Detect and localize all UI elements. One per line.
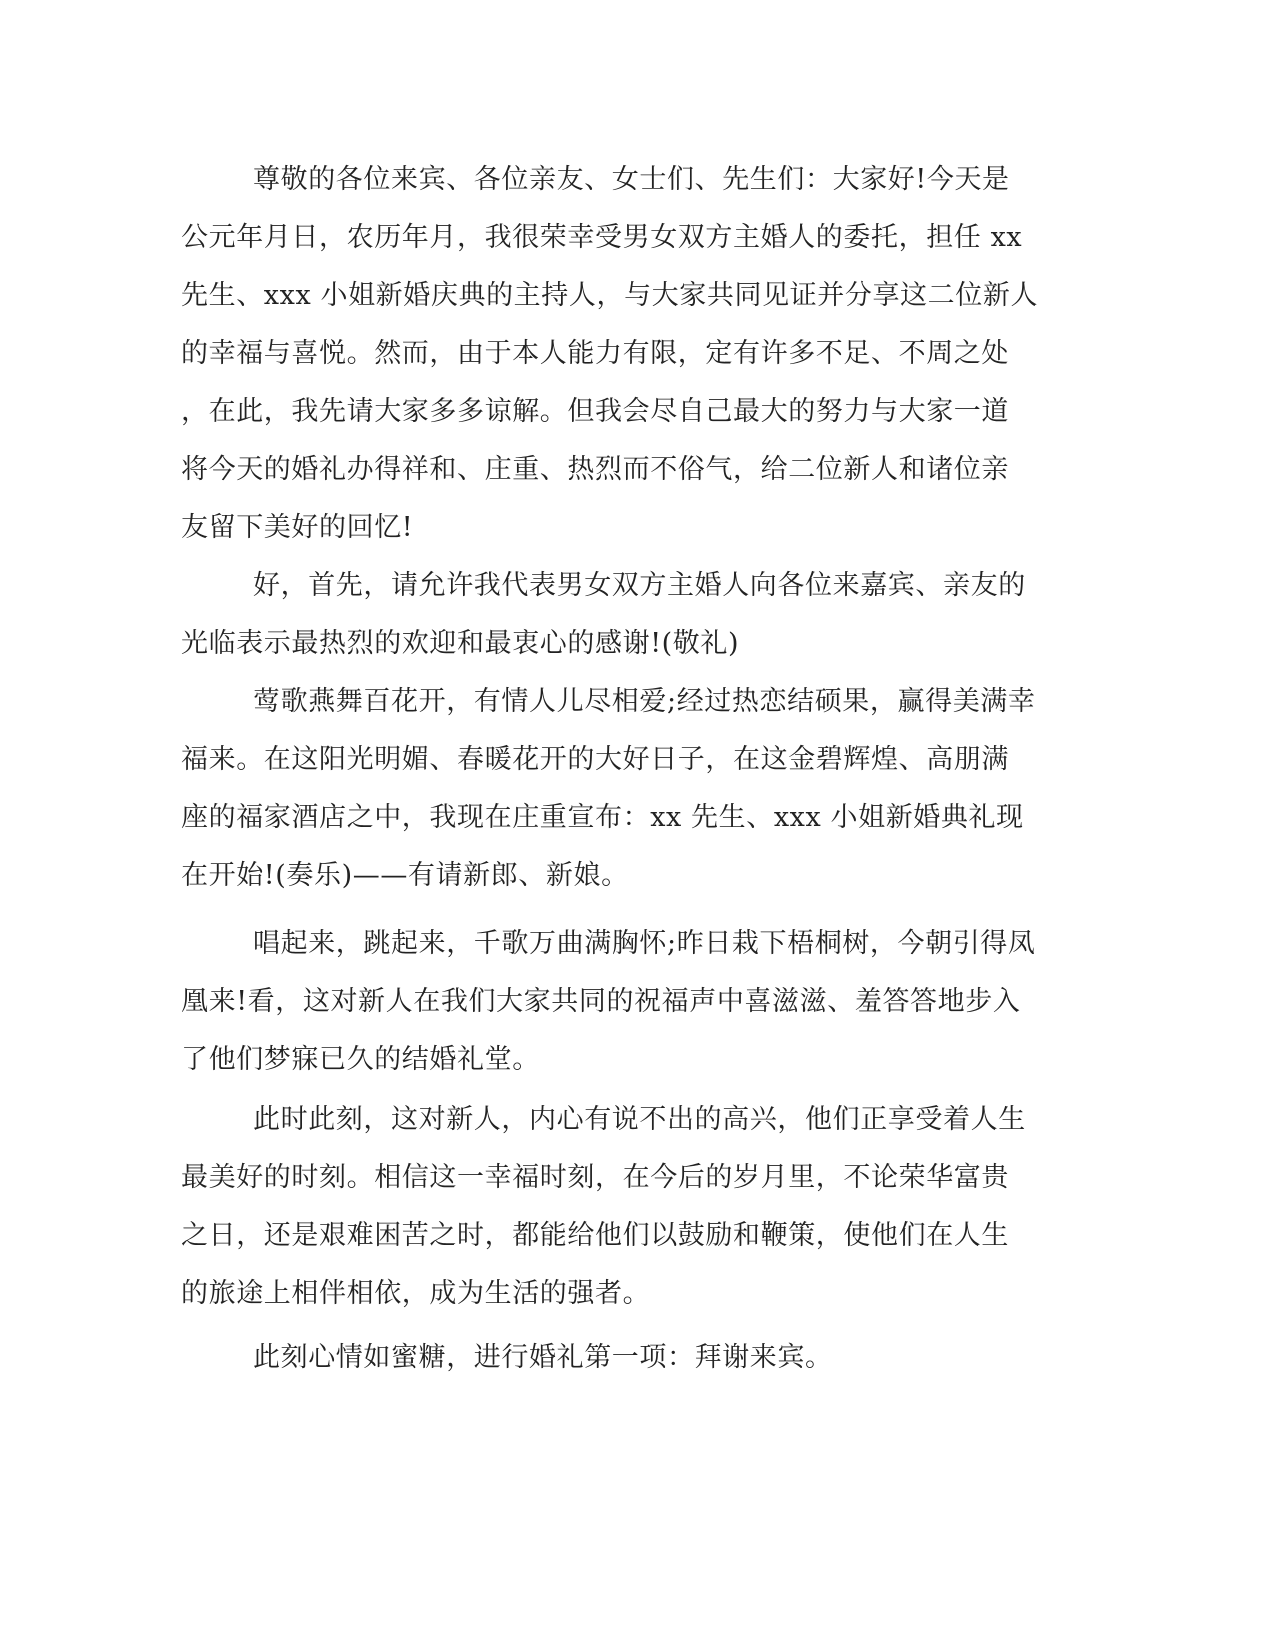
paragraph-1-line-7: 友留下美好的回忆! [181,512,414,543]
paragraph-4-line-1: 唱起来，跳起来，千歌万曲满胸怀;昨日栽下梧桐树，今朝引得凤 [253,928,1036,959]
paragraph-1-line-3: 先生、xxx 小姐新婚庆典的主持人，与大家共同见证并分享这二位新人 [181,280,1039,311]
paragraph-1-line-6: 将今天的婚礼办得祥和、庄重、热烈而不俗气，给二位新人和诸位亲 [181,454,1009,485]
paragraph-4-line-3: 了他们梦寐已久的结婚礼堂。 [181,1044,540,1075]
paragraph-5-line-3: 之日，还是艰难困苦之时，都能给他们以鼓励和鞭策，使他们在人生 [181,1220,1009,1251]
paragraph-1-line-1: 尊敬的各位来宾、各位亲友、女士们、先生们：大家好!今天是 [253,164,1010,195]
paragraph-4-line-2: 凰来!看，这对新人在我们大家共同的祝福声中喜滋滋、羞答答地步入 [181,986,1021,1017]
paragraph-5-line-2: 最美好的时刻。相信这一幸福时刻，在今后的岁月里，不论荣华富贵 [181,1162,1009,1193]
paragraph-1-line-4: 的幸福与喜悦。然而，由于本人能力有限，定有许多不足、不周之处 [181,338,1009,369]
paragraph-1-line-5: ，在此，我先请大家多多谅解。但我会尽自己最大的努力与大家一道 [181,396,1009,427]
paragraph-1-line-2: 公元年月日，农历年月，我很荣幸受男女双方主婚人的委托，担任 xx [181,222,1023,253]
paragraph-2-line-1: 好，首先，请允许我代表男女双方主婚人向各位来嘉宾、亲友的 [253,570,1026,601]
paragraph-3-line-1: 莺歌燕舞百花开，有情人儿尽相爱;经过热恋结硕果，赢得美满幸 [253,686,1036,717]
paragraph-3-line-2: 福来。在这阳光明媚、春暖花开的大好日子，在这金碧辉煌、高朋满 [181,744,1009,775]
paragraph-6-line-1: 此刻心情如蜜糖，进行婚礼第一项：拜谢来宾。 [253,1342,833,1373]
paragraph-2-line-2: 光临表示最热烈的欢迎和最衷心的感谢!(敬礼) [181,628,740,659]
paragraph-5-line-4: 的旅途上相伴相依，成为生活的强者。 [181,1278,651,1309]
paragraph-3-line-4: 在开始!(奏乐)——有请新郎、新娘。 [181,860,629,891]
paragraph-5-line-1: 此时此刻，这对新人，内心有说不出的高兴，他们正享受着人生 [253,1104,1026,1135]
paragraph-3-line-3: 座的福家酒店之中，我现在庄重宣布：xx 先生、xxx 小姐新婚典礼现 [181,802,1024,833]
